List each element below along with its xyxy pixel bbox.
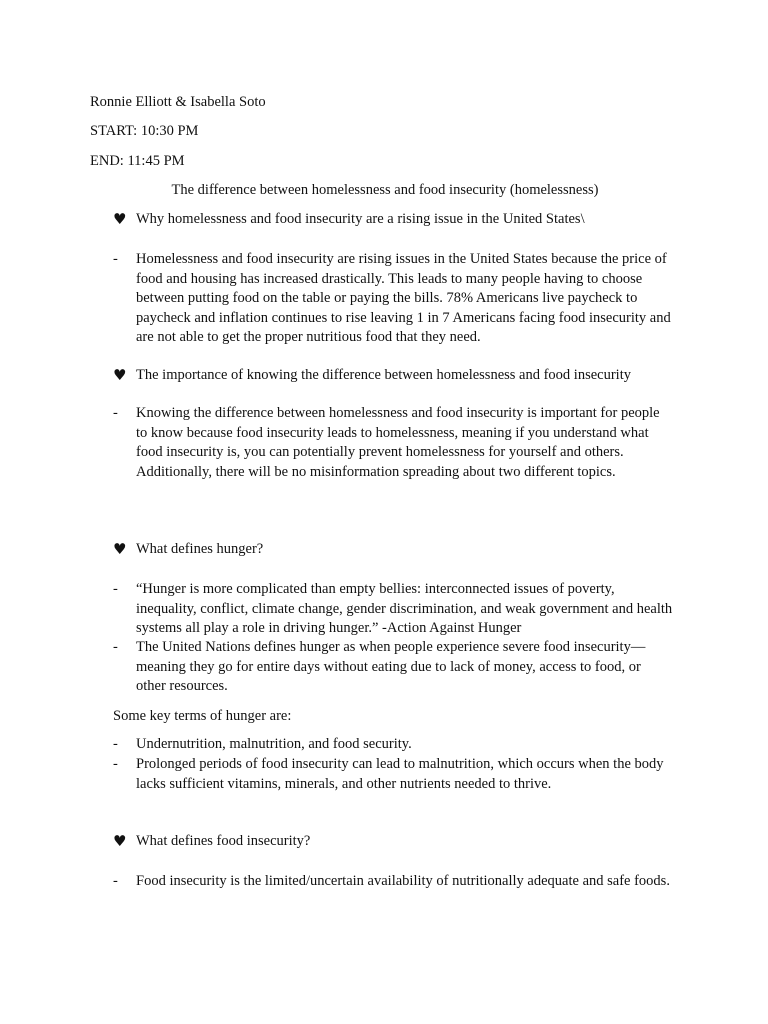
list-item	[113, 580, 673, 639]
heading-text: What defines hunger?	[136, 541, 264, 557]
dash-marker: -	[113, 405, 118, 421]
dash-marker: -	[113, 873, 118, 889]
heading-text: The importance of knowing the difference between homelessness and food insecurity	[136, 367, 631, 383]
dash-marker: -	[113, 736, 118, 752]
dash-marker: -	[113, 251, 118, 267]
list-item	[113, 404, 673, 482]
point-text: Knowing the difference between homelessness and food insecurity is important for people to know because food insecurity leads to homelessness, meaning if you understand what food insecurity is, you can potentially prevent homelessness for yourself and others. Additionally, there will be no misinformation spreading about two different topics.	[136, 405, 660, 480]
document-title: The difference between homelessness and food insecurity (homelessness)	[171, 182, 599, 198]
dash-marker: -	[113, 581, 118, 597]
start-time: START: 10:30 PM	[90, 123, 199, 139]
authors: Ronnie Elliott & Isabella Soto	[90, 94, 266, 110]
list-item	[113, 638, 673, 697]
heading-text: What defines food insecurity?	[136, 833, 311, 849]
end-time: END: 11:45 PM	[90, 153, 185, 169]
point-text: Prolonged periods of food insecurity can lead to malnutrition, which occurs when the body lacks sufficient vitamins, minerals, and other nutrients needed to thrive.	[136, 756, 664, 792]
point-text: Homelessness and food insecurity are rising issues in the United States because the price of food and housing has increased drastically. This leads to many people having to choose between putting food on the table or paying the bills. 78% Americans live paycheck to paycheck and inflation continues to rise leaving 1 in 7 Americans facing food insecurity and are not able to get the proper nutritious food that they need.	[136, 251, 671, 345]
list-item	[113, 872, 673, 892]
section-heading	[113, 540, 673, 560]
section-heading	[113, 366, 673, 386]
point-text: The United Nations defines hunger as when people experience severe food insecurity—meaning they go for entire days without eating due to lack of money, access to food, or other resources.	[136, 639, 646, 694]
subheading: Some key terms of hunger are:	[113, 708, 292, 724]
list-item	[113, 735, 673, 755]
point-text: “Hunger is more complicated than empty bellies: interconnected issues of poverty, inequality, conflict, climate change, gender discrimination, and weak government and health systems all play a role in driving hunger.” -Action Against Hunger	[136, 581, 673, 636]
heart-icon: ♥	[113, 366, 127, 384]
section-heading	[113, 210, 673, 230]
point-text: Undernutrition, malnutrition, and food security.	[136, 736, 412, 752]
heading-text: Why homelessness and food insecurity are a rising issue in the United States\	[136, 211, 585, 227]
dash-marker: -	[113, 756, 118, 772]
dash-marker: -	[113, 639, 118, 655]
list-item	[113, 250, 673, 348]
heart-icon: ♥	[113, 540, 127, 558]
point-text: Food insecurity is the limited/uncertain availability of nutritionally adequate and safe foods.	[136, 873, 670, 889]
heart-icon: ♥	[113, 832, 127, 850]
list-item	[113, 755, 673, 794]
section-heading	[113, 832, 673, 852]
heart-icon: ♥	[113, 210, 127, 228]
